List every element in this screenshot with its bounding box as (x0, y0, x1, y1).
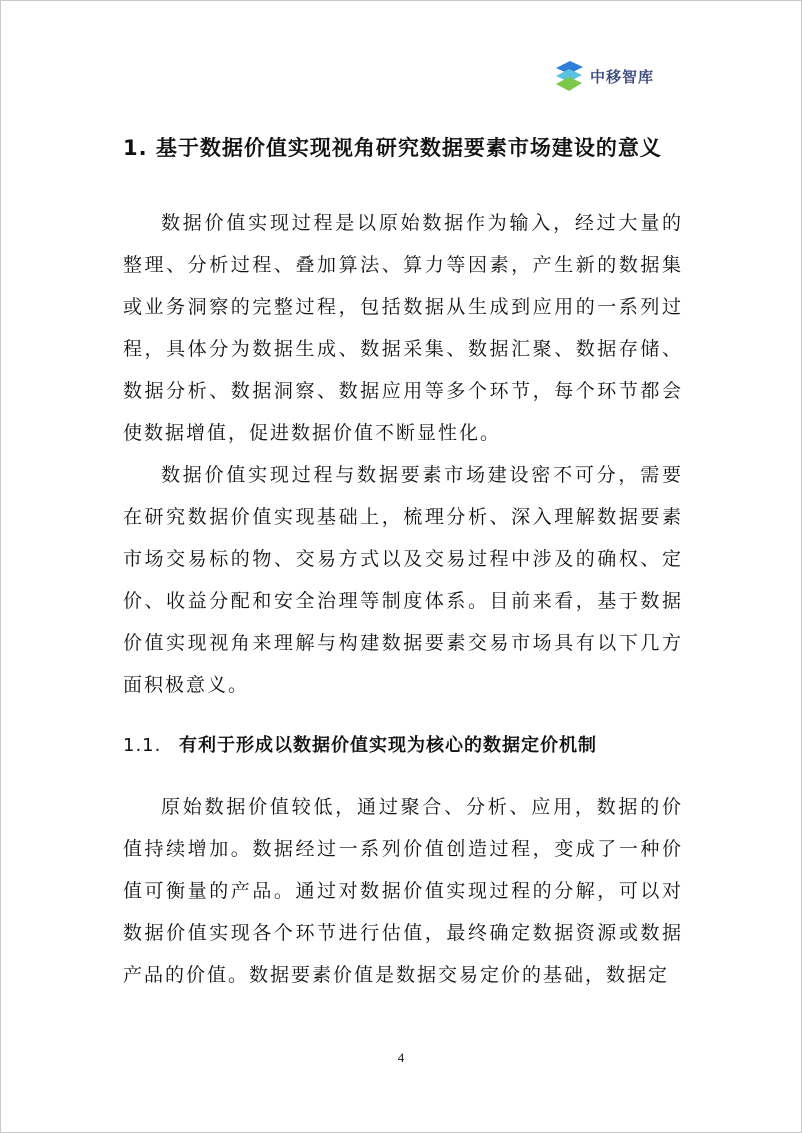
logo (552, 58, 654, 94)
page-number: 4 (397, 1050, 405, 1065)
section-heading: 1. 基于数据价值实现视角研究数据要素市场建设的意义 (123, 136, 662, 160)
logo-text: 中移智库 (590, 67, 655, 86)
stacked-layers-icon (552, 58, 586, 94)
document-body (123, 122, 683, 996)
subsection-heading (123, 726, 683, 766)
subsection-paragraph-1: 原始数据价值较低，通过聚合、分析、应用，数据的价值持续增加。数据经过一系列价值创造过程，变成了一种价值可衡量的产品。通过对数据价值实现过程的分解，可以对数据价值实现各个环节进行估值，最终确定数据资源或数据产品的价值。数据要素价值是数据交易定价的基础，数据定 (123, 796, 683, 986)
subsection-title: 有利于形成以数据价值实现为核心的数据定价机制 (179, 735, 597, 756)
section-paragraph-1: 数据价值实现过程是以原始数据作为输入，经过大量的整理、分析过程、叠加算法、算力等因素，产生新的数据集或业务洞察的完整过程，包括数据从生成到应用的一系列过程，具体分为数据生成、数据采集、数据汇聚、数据存储、数据分析、数据洞察、数据应用等多个环节，每个环节都会使数据增值，促进数据价值不断显性化。 (123, 212, 683, 444)
section-paragraph-2: 数据价值实现过程与数据要素市场建设密不可分，需要在研究数据价值实现基础上，梳理分析、深入理解数据要素市场交易标的物、交易方式以及交易过程中涉及的确权、定价、收益分配和安全治理等制度体系。目前来看，基于数据价值实现视角来理解与构建数据要素交易市场具有以下几方面积极意义。 (123, 464, 683, 696)
subsection-number: 1.1. (123, 735, 162, 756)
